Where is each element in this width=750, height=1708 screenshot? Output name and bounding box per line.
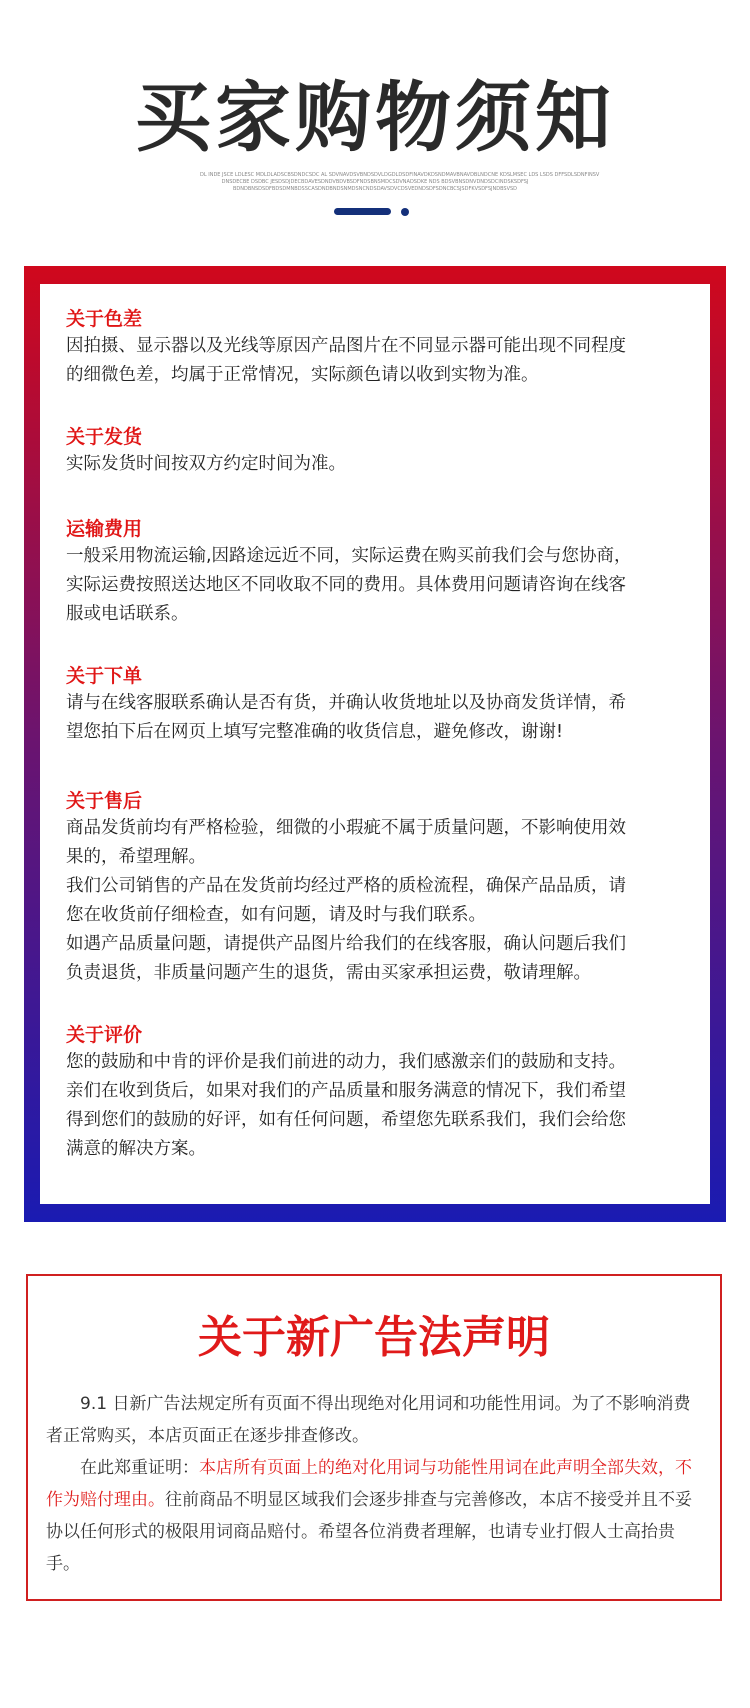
decorative-caption-line: DNSDECBE DSDBC JESDSDJDECBDAVESDNDVBDVBSDFNDSBNSMDCSDVNADSDKE NDS BDSVBNSDNVDNDSDCINDSKSDFSJ <box>221 179 529 185</box>
section-body <box>66 332 696 390</box>
body-line: 满意的解决方案。 <box>66 1139 206 1159</box>
decorative-caption-line: DL INDE JSCE LDLESC MDLDLADSCBSDNDCSDC AL SDVNAVDSVBNDSDVLDGDLDSDFINAVDKDSNDMAVBNAVDBLNDCNE KDSLMSEC LDS LSDS DFFSDLSDNFINSV <box>200 172 600 178</box>
body-line: 您在收货前仔细检查，如有问题，请及时与我们联系。 <box>66 905 486 925</box>
body-line: 我们公司销售的产品在发货前均经过严格的质检流程，确保产品品质，请 <box>66 876 626 896</box>
declaration-paragraph: 9.1 日新广告法规定所有页面不得出现绝对化用词和功能性用词。为了不影响消费者正常购买，本店页面正在逐步排查修改。 <box>46 1394 691 1446</box>
declaration-title: 关于新广告法声明 <box>198 1312 550 1363</box>
declaration-suffix: 往前商品不明显区域我们会逐步排查与完善修改，本店不接受并且不妥协以任何形式的极限用词商品赔付。希望各位消费者理解，也请专业打假人士高抬贵手。 <box>46 1490 692 1574</box>
decorative-dot <box>401 208 409 216</box>
body-line: 得到您们的鼓励的好评，如有任何问题，希望您先联系我们，我们会给您 <box>66 1110 626 1130</box>
body-line: 一般采用物流运输,因路途远近不同，实际运费在购买前我们会与您协商， <box>66 546 632 566</box>
section-body <box>66 542 696 629</box>
notice-section-ordering <box>66 663 696 747</box>
body-line: 因拍摄、显示器以及光线等原因产品图片在不同显示器可能出现不同程度 <box>66 336 626 356</box>
notice-section-after-sales <box>66 788 696 988</box>
decorative-caption-line: BDNDBNSDSDFBDSDMNBDSSCASDNDBNDSNMDSNCNDSDAVSDVCDSVEDNDSDFSDNCBCSJSDFKVSDFSJNDBSVSD <box>232 186 518 192</box>
section-heading: 关于下单 <box>66 665 143 687</box>
ad-law-declaration-box <box>26 1274 722 1601</box>
declaration-paragraph <box>46 1452 706 1580</box>
section-heading: 运输费用 <box>66 518 143 540</box>
body-line: 如遇产品质量问题，请提供产品图片给我们的在线客服，确认问题后我们 <box>66 934 626 954</box>
section-heading: 关于发货 <box>66 426 143 448</box>
declaration-highlight: 本店所有页面上的绝对化用词与功能性用词在此声明全部失效，不作为赔付理由。 <box>46 1458 692 1510</box>
section-heading: 关于色差 <box>66 308 143 330</box>
section-body <box>66 689 696 747</box>
section-heading: 关于评价 <box>66 1024 143 1046</box>
section-body <box>66 1048 696 1164</box>
page-title: 买家购物须知 <box>135 73 615 162</box>
notice-section-color-difference <box>66 306 696 390</box>
declaration-body <box>46 1388 706 1580</box>
notice-section-freight <box>66 516 696 629</box>
body-line: 负责退货，非质量问题产生的退货，需由买家承担运费，敬请理解。 <box>66 963 591 983</box>
buyer-notice-panel <box>40 284 710 1204</box>
notice-section-shipping <box>66 424 696 479</box>
body-line: 果的，希望理解。 <box>66 847 206 867</box>
buyer-notice-frame <box>24 266 726 1222</box>
declaration-prefix: 在此郑重证明： <box>80 1458 199 1478</box>
body-line: 实际发货时间按双方约定时间为准。 <box>66 454 346 474</box>
decorative-bar <box>334 208 391 215</box>
section-body <box>66 450 696 479</box>
section-heading: 关于售后 <box>66 790 143 812</box>
body-line: 您的鼓励和中肯的评价是我们前进的动力，我们感激亲们的鼓励和支持。 <box>66 1052 626 1072</box>
body-line: 望您拍下后在网页上填写完整准确的收货信息，避免修改，谢谢! <box>66 722 564 742</box>
body-line: 服或电话联系。 <box>66 604 189 624</box>
notice-section-reviews <box>66 1022 696 1164</box>
body-line: 请与在线客服联系确认是否有货，并确认收货地址以及协商发货详情，希 <box>66 693 626 713</box>
section-body <box>66 814 696 988</box>
body-line: 商品发货前均有严格检验，细微的小瑕疵不属于质量问题，不影响使用效 <box>66 818 626 838</box>
body-line: 的细微色差，均属于正常情况，实际颜色请以收到实物为准。 <box>66 365 539 385</box>
body-line: 亲们在收到货后，如果对我们的产品质量和服务满意的情况下，我们希望 <box>66 1081 626 1101</box>
body-line: 实际运费按照送达地区不同收取不同的费用。具体费用问题请咨询在线客 <box>66 575 626 595</box>
